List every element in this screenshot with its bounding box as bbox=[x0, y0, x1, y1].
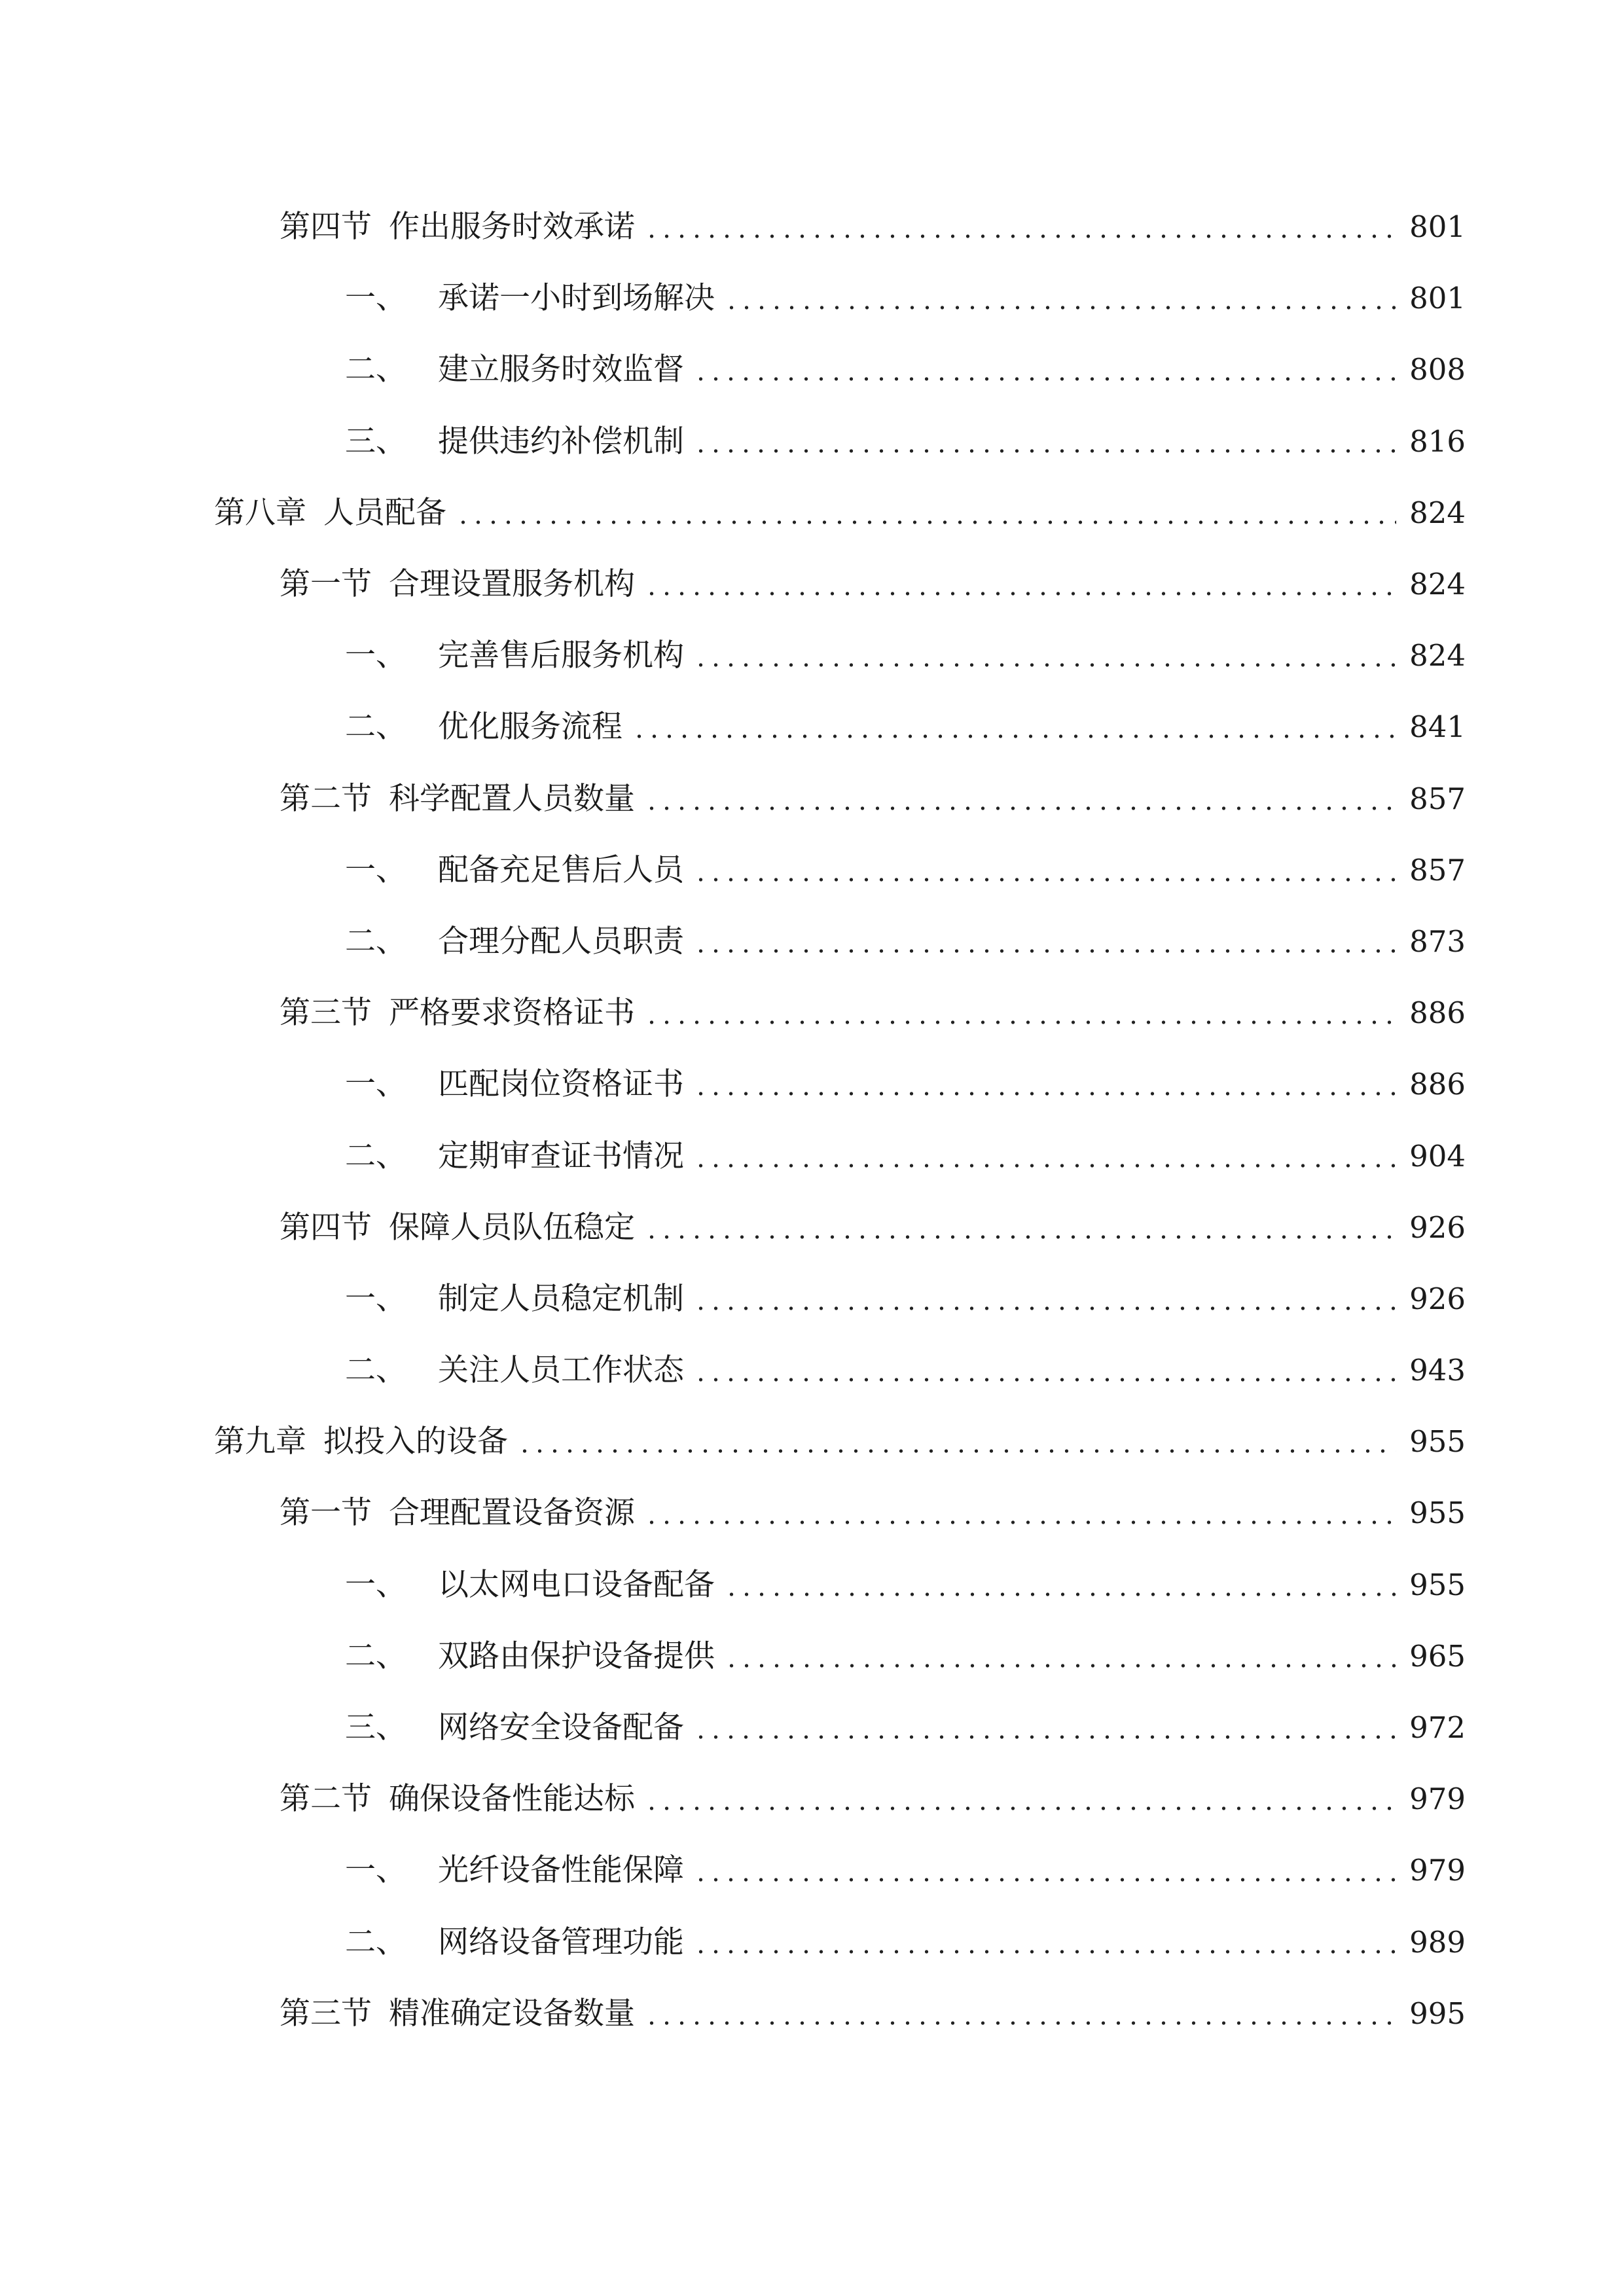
page-number: 943 bbox=[1409, 1353, 1466, 1388]
dot-leader bbox=[693, 1712, 1396, 1743]
toc-chapter-entry[interactable] bbox=[0, 1406, 1624, 1477]
dot-leader bbox=[693, 1069, 1396, 1100]
dot-leader bbox=[644, 1212, 1396, 1243]
toc-subsection-entry[interactable] bbox=[0, 1120, 1624, 1191]
entry-number: 三、 bbox=[345, 1710, 406, 1746]
entry-title: 合理分配人员职责 bbox=[438, 923, 684, 960]
page-number: 926 bbox=[1409, 1210, 1466, 1245]
entry-number: 二、 bbox=[345, 923, 406, 960]
entry-label bbox=[345, 1280, 684, 1317]
page-number: 824 bbox=[1409, 567, 1466, 602]
entry-title: 合理配置设备资源 bbox=[389, 1495, 635, 1532]
toc-subsection-entry[interactable] bbox=[0, 1335, 1624, 1406]
toc-subsection-entry[interactable] bbox=[0, 834, 1624, 906]
toc-subsection-entry[interactable] bbox=[0, 1263, 1624, 1335]
entry-label bbox=[345, 709, 623, 745]
toc-subsection-entry[interactable] bbox=[0, 1049, 1624, 1120]
entry-label bbox=[214, 494, 446, 531]
entry-title: 优化服务流程 bbox=[438, 709, 623, 745]
dot-leader bbox=[693, 640, 1396, 671]
entry-title: 网络设备管理功能 bbox=[438, 1924, 684, 1960]
entry-label bbox=[280, 209, 635, 245]
entry-title: 作出服务时效承诺 bbox=[389, 209, 635, 245]
toc-chapter-entry[interactable] bbox=[0, 477, 1624, 548]
dot-leader bbox=[724, 1570, 1396, 1600]
entry-label bbox=[345, 423, 684, 459]
toc-subsection-entry[interactable] bbox=[0, 262, 1624, 334]
entry-title: 保障人员队伍稳定 bbox=[389, 1209, 635, 1246]
entry-label bbox=[280, 1781, 635, 1818]
dot-leader bbox=[724, 1641, 1396, 1672]
entry-number: 第三节 bbox=[280, 995, 372, 1031]
entry-number: 第九章 bbox=[214, 1424, 306, 1460]
page-number: 904 bbox=[1409, 1138, 1466, 1174]
entry-number: 二、 bbox=[345, 351, 406, 388]
page-number: 873 bbox=[1409, 924, 1466, 959]
toc-subsection-entry[interactable] bbox=[0, 1835, 1624, 1906]
entry-number: 第二节 bbox=[280, 780, 372, 817]
page-number: 965 bbox=[1409, 1638, 1466, 1674]
dot-leader bbox=[693, 926, 1396, 957]
entry-number: 第一节 bbox=[280, 1495, 372, 1532]
toc-subsection-entry[interactable] bbox=[0, 906, 1624, 977]
entry-number: 一、 bbox=[345, 1566, 406, 1603]
entry-number: 一、 bbox=[345, 280, 406, 317]
dot-leader bbox=[693, 855, 1396, 886]
dot-leader bbox=[644, 211, 1396, 242]
entry-title: 确保设备性能达标 bbox=[389, 1781, 635, 1818]
entry-label bbox=[345, 1352, 684, 1389]
entry-title: 人员配备 bbox=[323, 494, 446, 531]
dot-leader bbox=[693, 1355, 1396, 1386]
toc-subsection-entry[interactable] bbox=[0, 620, 1624, 691]
toc-subsection-entry[interactable] bbox=[0, 334, 1624, 405]
entry-number: 二、 bbox=[345, 1138, 406, 1174]
entry-label bbox=[280, 566, 635, 603]
page-number: 995 bbox=[1409, 1996, 1466, 2031]
page-number: 841 bbox=[1409, 709, 1466, 745]
page-number: 979 bbox=[1409, 1853, 1466, 1888]
entry-label bbox=[345, 923, 684, 960]
page-number: 808 bbox=[1409, 352, 1466, 387]
dot-leader bbox=[644, 997, 1396, 1028]
entry-number: 二、 bbox=[345, 709, 406, 745]
toc-section-entry[interactable] bbox=[0, 1477, 1624, 1549]
entry-label bbox=[280, 1995, 635, 2032]
entry-label bbox=[345, 852, 684, 888]
page-number: 824 bbox=[1409, 638, 1466, 673]
dot-leader bbox=[693, 354, 1396, 385]
toc-subsection-entry[interactable] bbox=[0, 691, 1624, 762]
entry-title: 匹配岗位资格证书 bbox=[438, 1066, 684, 1103]
entry-number: 一、 bbox=[345, 1852, 406, 1889]
entry-number: 二、 bbox=[345, 1638, 406, 1674]
entry-label bbox=[345, 1138, 684, 1174]
toc-section-entry[interactable] bbox=[0, 1192, 1624, 1263]
entry-label bbox=[345, 1566, 715, 1603]
page-number: 824 bbox=[1409, 495, 1466, 530]
page-number: 816 bbox=[1409, 423, 1466, 459]
entry-title: 以太网电口设备配备 bbox=[438, 1566, 715, 1603]
entry-title: 配备充足售后人员 bbox=[438, 852, 684, 888]
dot-leader bbox=[644, 783, 1396, 814]
dot-leader bbox=[724, 283, 1396, 314]
entry-number: 三、 bbox=[345, 423, 406, 459]
entry-label bbox=[345, 1924, 684, 1960]
dot-leader bbox=[456, 497, 1396, 528]
dot-leader bbox=[693, 1141, 1396, 1172]
page-number: 801 bbox=[1409, 209, 1466, 245]
entry-title: 制定人员稳定机制 bbox=[438, 1280, 684, 1317]
entry-number: 一、 bbox=[345, 1280, 406, 1317]
entry-number: 一、 bbox=[345, 637, 406, 674]
page-number: 857 bbox=[1409, 852, 1466, 888]
entry-title: 定期审查证书情况 bbox=[438, 1138, 684, 1174]
toc-section-entry[interactable] bbox=[0, 1978, 1624, 2049]
entry-title: 精准确定设备数量 bbox=[389, 1995, 635, 2032]
toc-subsection-entry[interactable] bbox=[0, 406, 1624, 477]
page-number: 979 bbox=[1409, 1782, 1466, 1817]
dot-leader bbox=[644, 1784, 1396, 1814]
page-number: 955 bbox=[1409, 1424, 1466, 1460]
entry-label bbox=[280, 1495, 635, 1532]
toc-section-entry[interactable] bbox=[0, 548, 1624, 620]
dot-leader bbox=[693, 1855, 1396, 1886]
dot-leader bbox=[644, 1998, 1396, 2029]
entry-label bbox=[345, 351, 684, 388]
entry-title: 提供违约补偿机制 bbox=[438, 423, 684, 459]
entry-title: 合理设置服务机构 bbox=[389, 566, 635, 603]
entry-title: 拟投入的设备 bbox=[323, 1424, 508, 1460]
dot-leader bbox=[644, 1498, 1396, 1528]
entry-label bbox=[345, 1638, 715, 1674]
toc-section-entry[interactable] bbox=[0, 977, 1624, 1049]
entry-title: 关注人员工作状态 bbox=[438, 1352, 684, 1389]
entry-title: 双路由保护设备提供 bbox=[438, 1638, 715, 1674]
entry-title: 完善售后服务机构 bbox=[438, 637, 684, 674]
entry-label bbox=[280, 780, 635, 817]
page-number: 886 bbox=[1409, 996, 1466, 1031]
entry-number: 一、 bbox=[345, 1066, 406, 1103]
toc-section-entry[interactable] bbox=[0, 1763, 1624, 1835]
entry-title: 网络安全设备配备 bbox=[438, 1710, 684, 1746]
page-number: 955 bbox=[1409, 1567, 1466, 1602]
entry-label bbox=[345, 637, 684, 674]
entry-number: 第八章 bbox=[214, 494, 306, 531]
page-number: 955 bbox=[1409, 1496, 1466, 1531]
entry-label bbox=[280, 1209, 635, 1246]
table-of-contents bbox=[0, 191, 1624, 2049]
entry-title: 科学配置人员数量 bbox=[389, 780, 635, 817]
entry-number: 第一节 bbox=[280, 566, 372, 603]
dot-leader bbox=[632, 711, 1396, 742]
dot-leader bbox=[693, 1927, 1396, 1958]
page-number: 857 bbox=[1409, 781, 1466, 816]
entry-label bbox=[345, 280, 715, 317]
entry-label bbox=[345, 1066, 684, 1103]
entry-number: 第四节 bbox=[280, 1209, 372, 1246]
entry-number: 二、 bbox=[345, 1924, 406, 1960]
page-number: 989 bbox=[1409, 1924, 1466, 1960]
entry-label bbox=[345, 1710, 684, 1746]
toc-subsection-entry[interactable] bbox=[0, 1692, 1624, 1763]
toc-subsection-entry[interactable] bbox=[0, 1907, 1624, 1978]
entry-title: 承诺一小时到场解决 bbox=[438, 280, 715, 317]
entry-number: 第四节 bbox=[280, 209, 372, 245]
page-number: 972 bbox=[1409, 1710, 1466, 1746]
page-number: 926 bbox=[1409, 1281, 1466, 1316]
page-number: 886 bbox=[1409, 1067, 1466, 1102]
entry-title: 光纤设备性能保障 bbox=[438, 1852, 684, 1889]
entry-number: 第二节 bbox=[280, 1781, 372, 1818]
toc-subsection-entry[interactable] bbox=[0, 1621, 1624, 1692]
entry-title: 建立服务时效监督 bbox=[438, 351, 684, 388]
entry-number: 一、 bbox=[345, 852, 406, 888]
entry-label bbox=[345, 1852, 684, 1889]
dot-leader bbox=[517, 1426, 1396, 1457]
page-number: 801 bbox=[1409, 281, 1466, 316]
dot-leader bbox=[693, 1283, 1396, 1314]
entry-number: 第三节 bbox=[280, 1995, 372, 2032]
toc-subsection-entry[interactable] bbox=[0, 1549, 1624, 1621]
dot-leader bbox=[693, 426, 1396, 457]
toc-section-entry[interactable] bbox=[0, 191, 1624, 262]
entry-label bbox=[280, 995, 635, 1031]
entry-title: 严格要求资格证书 bbox=[389, 995, 635, 1031]
toc-section-entry[interactable] bbox=[0, 763, 1624, 834]
dot-leader bbox=[644, 569, 1396, 600]
entry-label bbox=[214, 1424, 508, 1460]
entry-number: 二、 bbox=[345, 1352, 406, 1389]
